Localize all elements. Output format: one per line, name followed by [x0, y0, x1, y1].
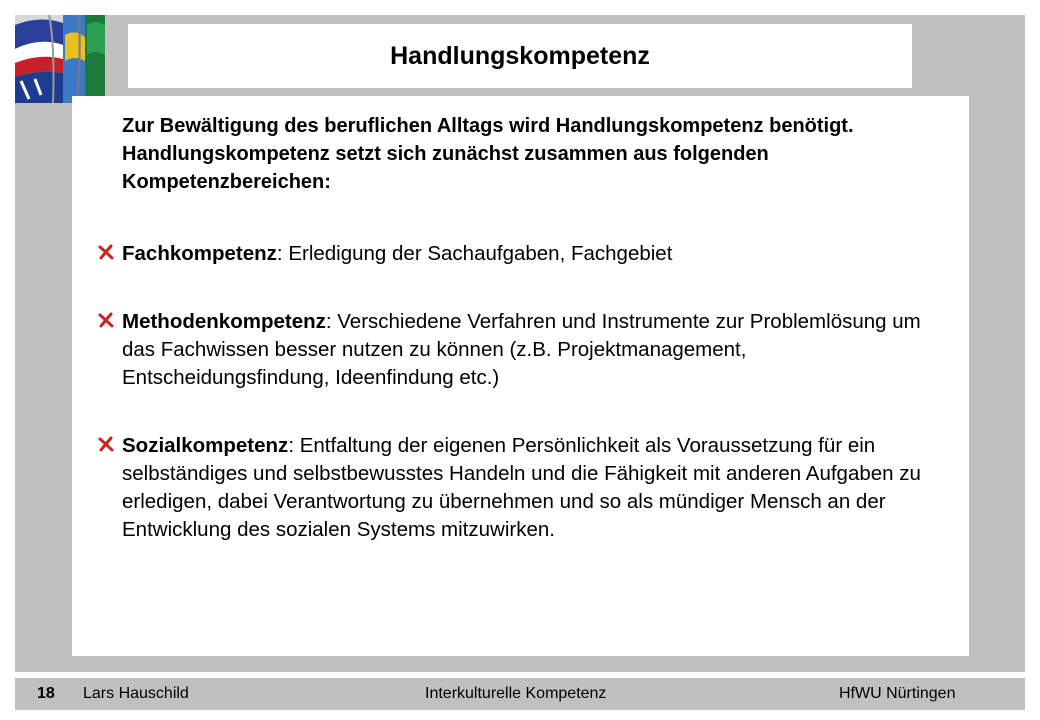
slide-title: Handlungskompetenz — [390, 41, 650, 70]
bullet-methodenkompetenz — [122, 308, 957, 392]
bullet-text: : Entfaltung der eigenen Persönlichkeit als Voraussetzung für ein selbständiges und selbstbewusstes Handeln und die Fähigkeit mit anderen Aufgaben zu erledigen, dabei Verantwortung zu übernehmen und so als mündiger Mensch an der Entwicklung des sozialen Systems mitzuwirken. — [122, 434, 921, 541]
bullet-text: : Erledigung der Sachaufgaben, Fachgebiet — [276, 242, 673, 265]
footer-author: Lars Hauschild — [83, 685, 189, 702]
x-mark-icon — [98, 312, 114, 328]
title-box — [128, 24, 912, 88]
content-area — [72, 96, 969, 656]
flags-image — [15, 15, 105, 103]
bullet-text: : Verschiedene Verfahren und Instrumente zur Problemlösung um das Fachwissen besser nutzen zu können (z.B. Projektmanagement, Entscheidungsfindung, Ideenfindung etc.) — [122, 310, 921, 389]
bullet-term: Sozialkompetenz — [122, 434, 289, 457]
intro-text: Zur Bewältigung des beruflichen Alltags wird Handlungskompetenz benötigt. Handlungskompetenz setzt sich zunächst zusammen aus folgenden Kompetenzbereichen: — [122, 115, 854, 193]
x-mark-icon — [98, 244, 114, 260]
footer-bar — [15, 678, 1025, 710]
footer-school: HfWU Nürtingen — [839, 685, 956, 702]
footer-course: Interkulturelle Kompetenz — [425, 685, 607, 702]
bullet-term: Methodenkompetenz — [122, 310, 326, 333]
bullet-term: Fachkompetenz — [122, 242, 277, 265]
bullet-sozialkompetenz — [122, 432, 957, 544]
page-number: 18 — [37, 685, 55, 702]
x-mark-icon — [98, 436, 114, 452]
bullet-fachkompetenz — [122, 240, 957, 268]
